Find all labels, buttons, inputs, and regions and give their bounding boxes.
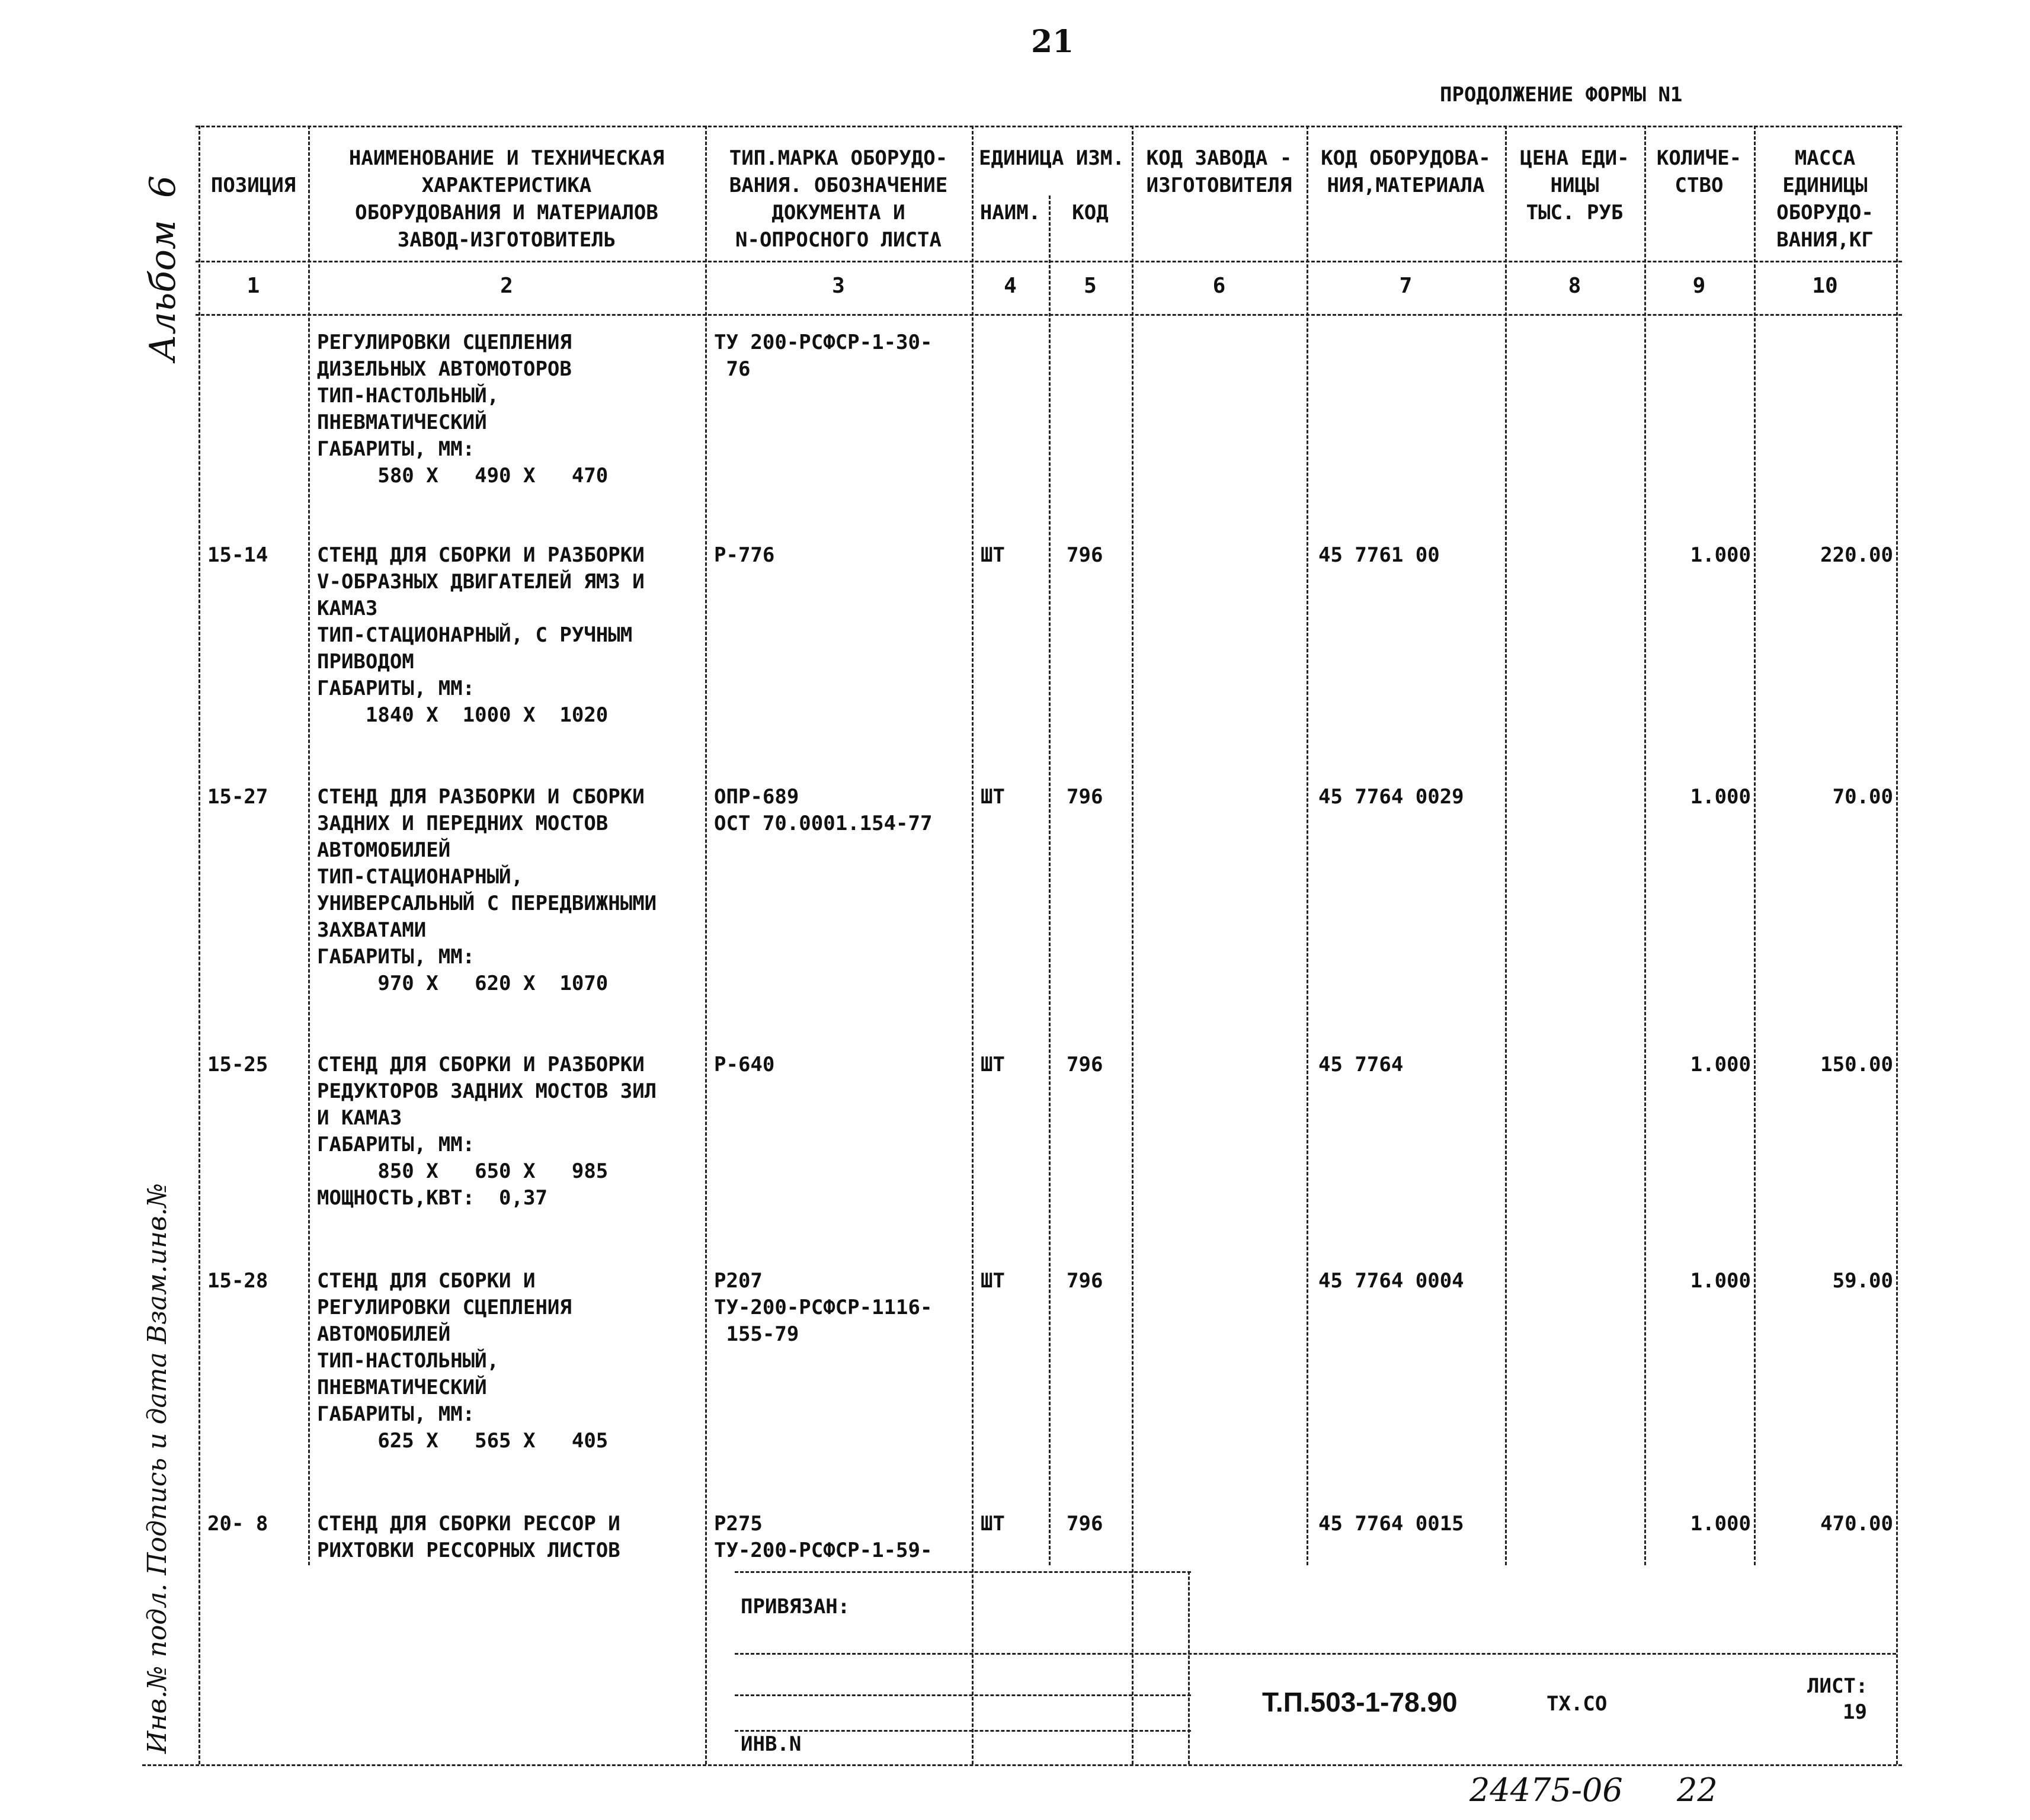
row-unit-name: ШТ [981,1269,1005,1293]
row-name: СТЕНД ДЛЯ СБОРКИ И РЕГУЛИРОВКИ СЦЕПЛЕНИЯ АВТОМОБИЛЕЙ ТИП-НАСТОЛЬНЫЙ, ПНЕВМАТИЧЕСКИЙ ГАБАРИТЫ, ММ: 625 X 565 X 405 [317,1269,609,1453]
col-number-1: 1 [246,274,260,298]
header-unit-code: КОД [1072,201,1109,225]
sheet-number: 19 [1843,1700,1867,1724]
row-unit-name: ШТ [981,543,1005,567]
stamp-right-sep [1188,1571,1190,1764]
row-position: 15-28 [207,1269,268,1293]
stamp-linked-label: ПРИВЯЗАН: [741,1595,850,1619]
album-label [142,175,184,361]
header-mass: МАССА ЕДИНИЦЫ ОБОРУДО- ВАНИЯ,КГ [1776,146,1874,252]
row-mass: 150.00 [1820,1053,1893,1076]
stamp-top-rule [735,1571,1191,1573]
row-mass: 220.00 [1820,543,1893,567]
row-type: ТУ 200-РСФСР-1-30- 76 [714,331,933,381]
header-type: ТИП.МАРКА ОБОРУДО- ВАНИЯ. ОБОЗНАЧЕНИЕ ДОКУМЕНТА И N-ОПРОСНОГО ЛИСТА [729,146,948,252]
row-position: 15-27 [207,785,268,809]
header-position: ПОЗИЦИЯ [210,174,296,197]
row-position: 15-14 [207,543,268,567]
col-number-2: 2 [500,274,513,298]
col-number-5: 5 [1084,274,1097,298]
row-equip-code: 45 7764 0029 [1318,785,1464,809]
header-price: ЦЕНА ЕДИ- НИЦЫ ТЫС. РУБ [1520,146,1629,225]
col-number-10: 10 [1812,274,1838,298]
album-label-text: Альбом [142,220,184,361]
col-sep-8 [1644,126,1646,1565]
stamp-mid-rule [735,1653,1896,1655]
row-unit-name: ШТ [981,1053,1005,1076]
col-number-8: 8 [1568,274,1581,298]
row-name: СТЕНД ДЛЯ СБОРКИ РЕССОР И РИХТОВКИ РЕССОРНЫХ ЛИСТОВ [317,1512,620,1562]
row-qty: 1.000 [1690,785,1751,809]
row-unit-name: ШТ [981,1512,1005,1536]
row-position: 20- 8 [207,1512,268,1536]
row-qty: 1.000 [1690,543,1751,567]
col-sep-right [1896,126,1898,1764]
row-qty: 1.000 [1690,1269,1751,1293]
row-name: РЕГУЛИРОВКИ СЦЕПЛЕНИЯ ДИЗЕЛЬНЫХ АВТОМОТОРОВ ТИП-НАСТОЛЬНЫЙ, ПНЕВМАТИЧЕСКИЙ ГАБАРИТЫ, ММ: 580 X 490 X 470 [317,331,609,488]
archive-sheet: 22 [1677,1771,1718,1809]
row-unit-code: 796 [1067,785,1103,809]
col-sep-4 [1049,196,1051,1565]
side-stamp-label: Инв.№ подл. Подпись и дата Взам.инв.№ [142,1183,172,1754]
row-unit-code: 796 [1067,1512,1103,1536]
row-type: Р-776 [714,543,775,567]
col-sep-9 [1754,126,1756,1565]
row-equip-code: 45 7764 0004 [1318,1269,1464,1293]
col-sep-7 [1505,126,1507,1565]
row-name: СТЕНД ДЛЯ РАЗБОРКИ И СБОРКИ ЗАДНИХ И ПЕРЕДНИХ МОСТОВ АВТОМОБИЛЕЙ ТИП-СТАЦИОНАРНЫЙ, УНИВЕРСАЛЬНЫЙ С ПЕРЕДВИЖНЫМИ ЗАХВАТАМИ ГАБАРИТЫ, ММ: 970 X 620 X 1070 [317,785,657,995]
col-sep-left [198,126,200,1764]
row-mass: 59.00 [1832,1269,1893,1293]
archive-number: 24475-06 [1469,1771,1623,1809]
header-unit: ЕДИНИЦА ИЗМ. [979,146,1125,170]
row-qty: 1.000 [1690,1512,1751,1536]
col-sep-1 [308,126,310,1565]
sheet-label: ЛИСТ: [1807,1674,1868,1698]
row-unit-code: 796 [1067,1269,1103,1293]
continuation-label: ПРОДОЛЖЕНИЕ ФОРМЫ N1 [1440,83,1683,107]
row-unit-code: 796 [1067,543,1103,567]
row-type: Р-640 [714,1053,775,1076]
row-mass: 70.00 [1832,785,1893,809]
col-sep-2 [705,126,707,1764]
row-equip-code: 45 7761 00 [1318,543,1440,567]
stamp-rule-2 [735,1694,1191,1696]
row-unit-code: 796 [1067,1053,1103,1076]
row-name: СТЕНД ДЛЯ СБОРКИ И РАЗБОРКИ V-ОБРАЗНЫХ ДВИГАТЕЛЕЙ ЯМЗ И КАМАЗ ТИП-СТАЦИОНАРНЫЙ, С РУЧНЫМ ПРИВОДОМ ГАБАРИТЫ, ММ: 1840 X 1000 X 1020 [317,543,645,727]
row-mass: 470.00 [1820,1512,1893,1536]
col-number-6: 6 [1212,274,1226,298]
header-name: НАИМЕНОВАНИЕ И ТЕХНИЧЕСКАЯ ХАРАКТЕРИСТИКА ОБОРУДОВАНИЯ И МАТЕРИАЛОВ ЗАВОД-ИЗГОТОВИТЕЛЬ [348,146,665,252]
header-unit-name: НАИМ. [979,201,1041,225]
album-mark: 6 [142,175,184,198]
col-number-9: 9 [1692,274,1706,298]
header-equip-code: КОД ОБОРУДОВА- НИЯ,МАТЕРИАЛА [1321,146,1491,197]
row-equip-code: 45 7764 0015 [1318,1512,1464,1536]
header-plant-code: КОД ЗАВОДА - ИЗГОТОВИТЕЛЯ [1146,146,1292,197]
row-unit-name: ШТ [981,785,1005,809]
page-number: 21 [1031,24,1074,60]
row-type: ОПР-689 ОСТ 70.0001.154-77 [714,785,933,835]
row-position: 15-25 [207,1053,268,1076]
col-number-3: 3 [832,274,845,298]
stamp-inv-label: ИНВ.N [741,1732,802,1756]
row-type: Р207 ТУ-200-РСФСР-1116- 155-79 [714,1269,933,1346]
row-qty: 1.000 [1690,1053,1751,1076]
stamp-rule-3 [735,1730,1191,1732]
row-name: СТЕНД ДЛЯ СБОРКИ И РАЗБОРКИ РЕДУКТОРОВ ЗАДНИХ МОСТОВ ЗИЛ И КАМАЗ ГАБАРИТЫ, ММ: 850 X 650 X 985 МОЩНОСТЬ,КВТ: 0,37 [317,1053,657,1210]
col-sep-3 [972,126,974,1764]
doc-code: Т.П.503-1-78.90 [1262,1687,1458,1718]
table-bottom-rule [142,1764,1902,1766]
col-sep-5 [1132,126,1134,1764]
row-type: Р275 ТУ-200-РСФСР-1-59- [714,1512,933,1562]
row-equip-code: 45 7764 [1318,1053,1404,1076]
col-number-7: 7 [1399,274,1413,298]
col-number-4: 4 [1004,274,1017,298]
doc-section: ТХ.СО [1546,1692,1608,1716]
table-top-rule [196,126,1902,127]
header-qty: КОЛИЧЕ- СТВО [1656,146,1742,197]
col-sep-6 [1307,126,1308,1565]
